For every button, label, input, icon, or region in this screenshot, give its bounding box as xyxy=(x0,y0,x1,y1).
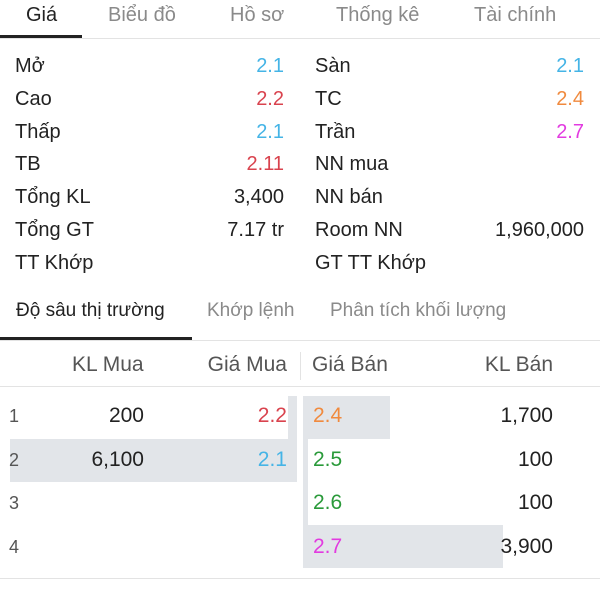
label-tong-kl: Tổng KL xyxy=(15,186,91,208)
tab-ho-so[interactable]: Hồ sơ xyxy=(230,4,285,26)
sell-volume: 3,900 xyxy=(500,535,553,558)
label-tong-gt: Tổng GT xyxy=(15,219,94,241)
sell-volume: 100 xyxy=(517,491,553,514)
sell-price[interactable]: 2.5 xyxy=(313,448,343,471)
label-gt-tt-khop: GT TT Khớp xyxy=(315,252,426,274)
header-gia-mua: Giá Mua xyxy=(207,353,287,376)
value-san: 2.1 xyxy=(556,55,584,77)
value-tong-kl: 3,400 xyxy=(233,186,284,208)
label-mo: Mở xyxy=(15,55,45,77)
buy-volume: 6,100 xyxy=(91,448,144,471)
row-number: 2 xyxy=(9,450,20,470)
tabs-divider xyxy=(0,38,600,39)
row-number: 1 xyxy=(9,406,20,426)
row-number: 3 xyxy=(9,493,20,513)
label-tc: TC xyxy=(315,88,342,110)
value-room-nn: 1,960,000 xyxy=(495,219,584,241)
value-thap: 2.1 xyxy=(256,121,284,143)
buy-price[interactable]: 2.2 xyxy=(257,404,287,427)
value-tc: 2.4 xyxy=(556,88,584,110)
buy-price[interactable]: 2.1 xyxy=(257,448,287,471)
value-tran: 2.7 xyxy=(556,121,584,143)
header-kl-mua: KL Mua xyxy=(72,353,144,376)
value-cao: 2.2 xyxy=(256,88,284,110)
main-tabs xyxy=(0,0,600,38)
label-tt-khop: TT Khớp xyxy=(15,252,94,274)
header-divider xyxy=(0,386,600,387)
label-san: Sàn xyxy=(315,55,351,77)
label-tran: Trần xyxy=(315,121,356,143)
header-gia-ban: Giá Bán xyxy=(312,353,388,376)
sell-volume-bar xyxy=(303,439,308,482)
tab-do-sau-thi-truong[interactable]: Độ sâu thị trường xyxy=(16,300,165,321)
label-tb: TB xyxy=(15,153,41,175)
sell-volume-bar xyxy=(303,482,308,525)
label-nn-ban: NN bán xyxy=(315,186,383,208)
value-tb: 2.11 xyxy=(246,153,284,175)
buy-volume-bar xyxy=(10,439,297,482)
label-room-nn: Room NN xyxy=(315,219,403,241)
tab-thong-ke[interactable]: Thống kê xyxy=(336,4,420,26)
tab-gia[interactable]: Giá xyxy=(26,4,58,26)
label-nn-mua: NN mua xyxy=(315,153,389,175)
sell-price[interactable]: 2.4 xyxy=(313,404,343,427)
row-number: 4 xyxy=(9,537,20,557)
buy-volume: 200 xyxy=(108,404,144,427)
value-tong-gt: 7.17 tr xyxy=(227,219,284,241)
sell-volume: 1,700 xyxy=(500,404,553,427)
sell-volume: 100 xyxy=(517,448,553,471)
orderbook-bottom-divider xyxy=(0,578,600,579)
tab-bieu-do[interactable]: Biểu đồ xyxy=(108,4,176,26)
tab-tai-chinh[interactable]: Tài chính xyxy=(474,4,557,26)
sell-price[interactable]: 2.7 xyxy=(313,535,343,558)
label-cao: Cao xyxy=(15,88,52,110)
subtabs-divider xyxy=(0,340,600,341)
tab-khop-lenh[interactable]: Khớp lệnh xyxy=(207,300,295,321)
sell-price[interactable]: 2.6 xyxy=(313,491,343,514)
header-kl-ban: KL Bán xyxy=(484,353,553,376)
value-mo: 2.1 xyxy=(256,55,284,77)
tab-phan-tich-khoi-luong[interactable]: Phân tích khối lượng xyxy=(330,300,507,321)
label-thap: Thấp xyxy=(15,121,61,143)
buy-volume-bar xyxy=(288,396,297,439)
header-separator xyxy=(300,352,301,380)
